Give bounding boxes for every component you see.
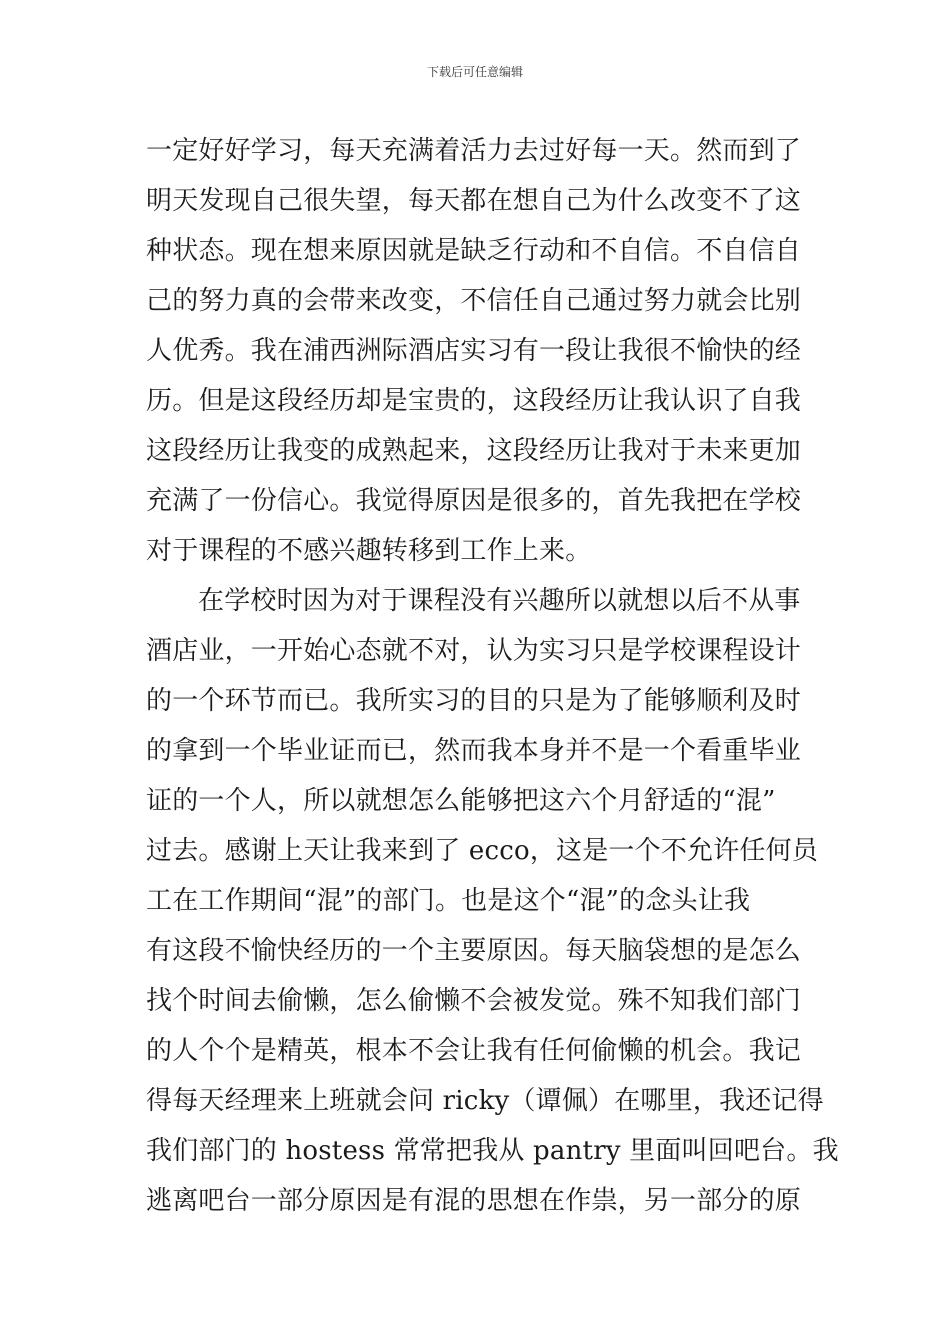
text-line: 种状态。现在想来原因就是缺乏行动和不自信。不自信自 [146, 236, 802, 266]
text-line: 这段经历让我变的成熟起来，这段经历让我对于未来更加 [146, 436, 802, 466]
text-line: 对于课程的不感兴趣转移到工作上来。 [146, 536, 592, 566]
text-line: 我们部门的 hostess 常常把我从 pantry 里面叫回吧台。我 [146, 1136, 839, 1166]
text-line: 逃离吧台一部分原因是有混的思想在作祟，另一部分的原 [146, 1186, 802, 1216]
text-line: 充满了一份信心。我觉得原因是很多的，首先我把在学校 [146, 486, 802, 516]
text-line: 得每天经理来上班就会问 ricky（谭佩）在哪里，我还记得 [146, 1086, 824, 1116]
paragraph-1 [146, 126, 812, 576]
text-line: 证的一个人，所以就想怎么能够把这六个月舒适的“混” [146, 786, 776, 816]
text-line: 的一个环节而已。我所实习的目的只是为了能够顺利及时 [146, 686, 802, 716]
paragraph-2 [146, 576, 839, 1226]
text-line: 酒店业，一开始心态就不对，认为实习只是学校课程设计 [146, 636, 802, 666]
page-header: 下载后可任意编辑 [426, 65, 523, 79]
text-line: 明天发现自己很失望，每天都在想自己为什么改变不了这 [146, 186, 802, 216]
text-line: 历。但是这段经历却是宝贵的，这段经历让我认识了自我 [146, 386, 802, 416]
body-text [146, 126, 839, 1226]
text-line: 找个时间去偷懒，怎么偷懒不会被发觉。殊不知我们部门 [146, 986, 802, 1016]
text-line: 一定好好学习，每天充满着活力去过好每一天。然而到了 [146, 136, 802, 166]
text-line: 的拿到一个毕业证而已，然而我本身并不是一个看重毕业 [146, 736, 802, 766]
text-line: 人优秀。我在浦西洲际酒店实习有一段让我很不愉快的经 [146, 336, 802, 366]
text-line: 有这段不愉快经历的一个主要原因。每天脑袋想的是怎么 [146, 936, 802, 966]
text-line: 过去。感谢上天让我来到了 ecco，这是一个不允许任何员 [146, 836, 819, 866]
text-line: 己的努力真的会带来改变，不信任自己通过努力就会比别 [146, 286, 802, 316]
text-line: 工在工作期间“混”的部门。也是这个“混”的念头让我 [146, 886, 751, 916]
text-line-first-indented: 在学校时因为对于课程没有兴趣所以就想以后不从事 [198, 586, 801, 616]
text-line: 的人个个是精英，根本不会让我有任何偷懒的机会。我记 [146, 1036, 802, 1066]
